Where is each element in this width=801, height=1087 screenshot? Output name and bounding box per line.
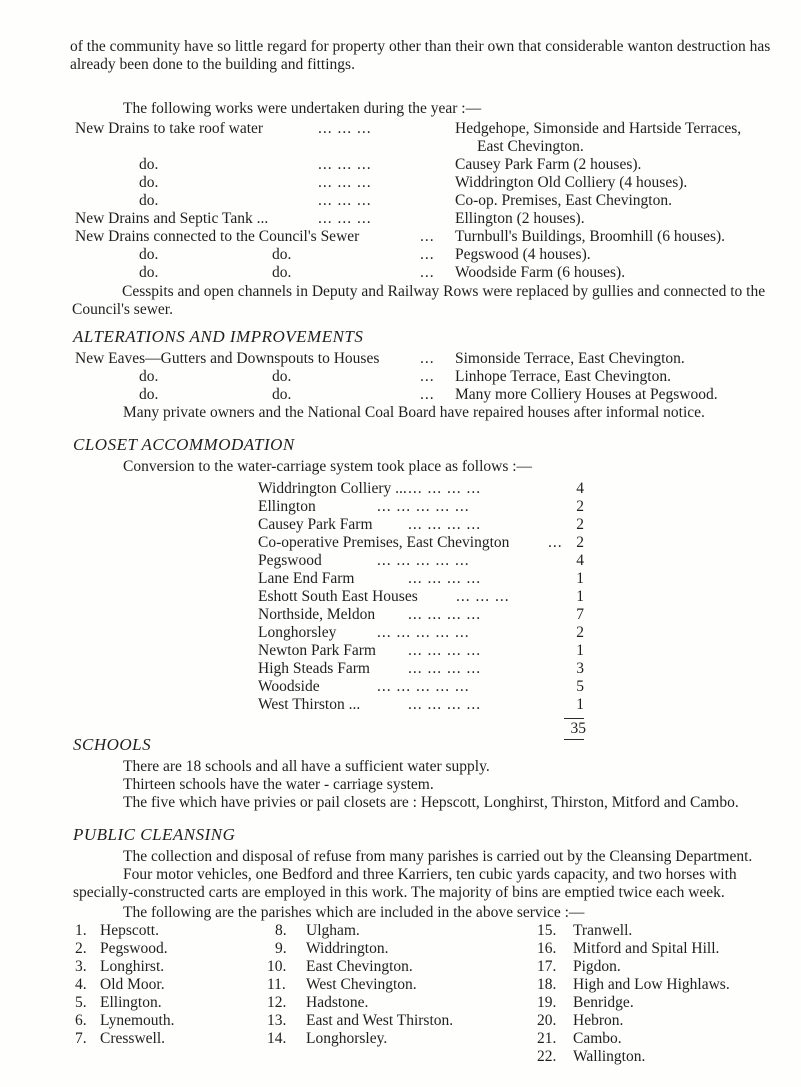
parish-number: 1.: [75, 922, 87, 939]
parish-number: 4.: [75, 976, 87, 993]
leader-dots: ...: [548, 534, 563, 551]
parish-number: 12.: [267, 994, 287, 1011]
closet-place: Woodside: [258, 678, 320, 695]
parish-number: 15.: [537, 922, 557, 939]
works-right: Ellington (2 houses).: [455, 210, 585, 227]
closet-place: Newton Park Farm: [258, 642, 376, 659]
schools-line: There are 18 schools and all have a sufficient water supply.: [123, 758, 490, 775]
parish-name: Ulgham.: [306, 922, 360, 939]
leader-dots: ...: [420, 246, 435, 263]
works-right: Woodside Farm (6 houses).: [455, 264, 626, 281]
parish-name: Hepscott.: [100, 922, 159, 939]
closet-place: Eshott South East Houses: [258, 588, 418, 605]
closet-intro: Conversion to the water-carriage system took place as follows :—: [123, 458, 533, 475]
parish-name: Lynemouth.: [100, 1012, 175, 1029]
parish-name: Benridge.: [573, 994, 634, 1011]
parishes-intro: The following are the parishes which are included in the above service :—: [123, 904, 585, 921]
parish-number: 3.: [75, 958, 87, 975]
parish-name: East and West Thirston.: [306, 1012, 454, 1029]
alterations-left: New Eaves—Gutters and Downspouts to Houses: [75, 350, 380, 367]
leader-dots: ...: [420, 350, 435, 367]
closet-count: 1: [576, 588, 584, 605]
parish-name: Hebron.: [573, 1012, 624, 1029]
schools-line: Thirteen schools have the water - carriage system.: [123, 776, 434, 793]
works-left: New Drains and Septic Tank ...: [75, 210, 269, 227]
leader-dots: ... ... ...: [456, 588, 510, 605]
parish-name: High and Low Highlaws.: [573, 976, 730, 993]
parish-name: Longhorsley.: [306, 1030, 388, 1047]
leader-dots: ... ... ...: [318, 120, 372, 137]
leader-dots: ... ... ...: [318, 174, 372, 191]
parish-number: 9.: [275, 940, 287, 957]
closet-place: West Thirston ...: [258, 696, 361, 713]
works-right-continued: East Chevington.: [477, 138, 584, 155]
closet-count: 1: [576, 570, 584, 587]
closet-place: Longhorsley: [258, 624, 337, 641]
works-left: do.: [139, 192, 159, 209]
parish-number: 6.: [75, 1012, 87, 1029]
parish-number: 2.: [75, 940, 87, 957]
works-left: New Drains to take roof water: [75, 120, 264, 137]
parish-number: 10.: [267, 958, 287, 975]
leader-dots: ... ... ... ... ...: [377, 678, 470, 695]
leader-dots: ... ... ... ...: [408, 642, 482, 659]
alterations-right: Linhope Terrace, East Chevington.: [455, 368, 671, 385]
works-mid: do.: [272, 264, 292, 281]
works-mid: do.: [272, 246, 292, 263]
leader-dots: ... ... ... ...: [408, 660, 482, 677]
parish-name: West Chevington.: [306, 976, 417, 993]
closet-place: Causey Park Farm: [258, 516, 373, 533]
leader-dots: ... ... ... ...: [408, 570, 482, 587]
parish-name: Old Moor.: [100, 976, 165, 993]
parish-name: Hadstone.: [306, 994, 369, 1011]
parish-number: 18.: [537, 976, 557, 993]
parish-name: Cambo.: [573, 1030, 622, 1047]
works-left: New Drains connected to the Council's Sewer: [75, 228, 360, 245]
closet-count: 2: [576, 624, 584, 641]
leader-dots: ... ... ...: [318, 156, 372, 173]
closet-place: Pegswood: [258, 552, 322, 569]
parish-number: 13.: [267, 1012, 287, 1029]
parish-number: 19.: [537, 994, 557, 1011]
closet-count: 5: [576, 678, 584, 695]
closet-count: 1: [576, 696, 584, 713]
parish-number: 7.: [75, 1030, 87, 1047]
closet-place: Northside, Meldon: [258, 606, 376, 623]
closet-place: High Steads Farm: [258, 660, 370, 677]
section-heading-schools: SCHOOLS: [73, 735, 152, 754]
parish-number: 8.: [275, 922, 287, 939]
parish-name: Widdrington.: [306, 940, 389, 957]
works-right: Turnbull's Buildings, Broomhill (6 houses).: [455, 228, 726, 245]
closet-count: 3: [576, 660, 584, 677]
works-right: Widdrington Old Colliery (4 houses).: [455, 174, 688, 191]
leader-dots: ... ... ... ... ...: [377, 624, 470, 641]
parish-number: 11.: [267, 976, 286, 993]
parish-name: Ellington.: [100, 994, 162, 1011]
works-intro: The following works were undertaken during the year :—: [123, 100, 482, 117]
total-rule-bottom: [564, 739, 584, 740]
leader-dots: ... ... ... ...: [408, 516, 482, 533]
leader-dots: ... ... ... ...: [408, 606, 482, 623]
parish-number: 17.: [537, 958, 557, 975]
works-left: do.: [139, 246, 159, 263]
leader-dots: ... ... ... ... ...: [377, 498, 470, 515]
closet-count: 4: [576, 480, 584, 497]
parish-name: Longhirst.: [100, 958, 165, 975]
leader-dots: ...: [420, 368, 435, 385]
works-left: do.: [139, 156, 159, 173]
cesspits-paragraph: Cesspits and open channels in Deputy and Railway Rows were replaced by gullies and connected to the Council's sewer.: [72, 283, 766, 318]
leader-dots: ... ... ...: [318, 210, 372, 227]
works-row: [75, 120, 263, 138]
closet-count: 2: [576, 534, 584, 551]
parish-number: 16.: [537, 940, 557, 957]
parish-number: 14.: [267, 1030, 287, 1047]
parish-name: Wallington.: [573, 1048, 646, 1065]
alterations-mid: do.: [272, 368, 292, 385]
closet-count: 4: [576, 552, 584, 569]
cleansing-paragraph: The collection and disposal of refuse from many parishes is carried out by the Cleansing Department.: [123, 848, 753, 865]
leader-dots: ... ... ... ...: [408, 696, 482, 713]
closet-count: 2: [576, 516, 584, 533]
alterations-right: Many more Colliery Houses at Pegswood.: [455, 386, 718, 403]
parish-name: Pigdon.: [573, 958, 621, 975]
section-heading-closet: CLOSET ACCOMMODATION: [73, 435, 295, 454]
total-rule-top: [564, 718, 584, 719]
leader-dots: ...: [420, 386, 435, 403]
cleansing-paragraph: Four motor vehicles, one Bedford and three Karriers, ten cubic yards capacity, and two horses with specially-constructed carts are employed in this work. The majority of bins are emptied twice each week.: [73, 866, 737, 901]
parish-number: 5.: [75, 994, 87, 1011]
parish-name: Tranwell.: [573, 922, 633, 939]
alterations-left: do.: [139, 386, 159, 403]
works-right: Causey Park Farm (2 houses).: [455, 156, 642, 173]
leader-dots: ... ... ... ... ...: [377, 552, 470, 569]
leader-dots: ...: [420, 228, 435, 245]
parish-number: 20.: [537, 1012, 557, 1029]
leader-dots: ... ... ...: [318, 192, 372, 209]
works-left: do.: [139, 174, 159, 191]
alterations-mid: do.: [272, 386, 292, 403]
parish-name: Cresswell.: [100, 1030, 166, 1047]
parish-number: 22.: [537, 1048, 557, 1065]
closet-place: Lane End Farm: [258, 570, 355, 587]
section-heading-alterations: ALTERATIONS AND IMPROVEMENTS: [73, 327, 364, 346]
parish-name: Pegswood.: [100, 940, 168, 957]
parish-name: Mitford and Spital Hill.: [573, 940, 720, 957]
closet-place: Ellington: [258, 498, 316, 515]
works-right: Pegswood (4 houses).: [455, 246, 591, 263]
closet-count: 7: [576, 606, 584, 623]
schools-line: The five which have privies or pail closets are : Hepscott, Longhirst, Thirston, Mitford and Cambo.: [123, 794, 739, 811]
closet-count: 2: [576, 498, 584, 515]
works-right: Co-op. Premises, East Chevington.: [455, 192, 672, 209]
alterations-note: Many private owners and the National Coal Board have repaired houses after informal notice.: [123, 404, 705, 421]
intro-paragraph: of the community have so little regard for property other than their own that considerable wanton destruction has already been done to the building and fittings.: [70, 38, 771, 73]
closet-total: 35: [570, 720, 586, 737]
alterations-right: Simonside Terrace, East Chevington.: [455, 350, 685, 367]
closet-place: Co-operative Premises, East Chevington: [258, 534, 510, 551]
works-right: Hedgehope, Simonside and Hartside Terraces,: [455, 120, 742, 137]
closet-count: 1: [576, 642, 584, 659]
leader-dots: ...: [420, 264, 435, 281]
section-heading-cleansing: PUBLIC CLEANSING: [73, 825, 236, 844]
alterations-left: do.: [139, 368, 159, 385]
works-left: do.: [139, 264, 159, 281]
parish-number: 21.: [537, 1030, 557, 1047]
closet-place: Widdrington Colliery ...: [258, 480, 407, 497]
leader-dots: ... ... ... ...: [408, 480, 482, 497]
parish-name: East Chevington.: [306, 958, 413, 975]
